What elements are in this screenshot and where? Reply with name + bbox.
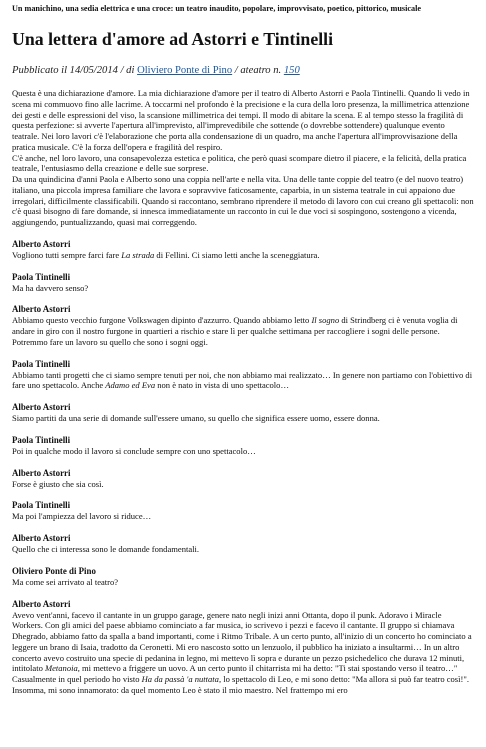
work-title: Il sogno	[311, 315, 340, 326]
speech-text	[12, 511, 474, 522]
issue-prefix: / ateatro n.	[232, 65, 284, 76]
dialogue-entry	[12, 599, 474, 696]
speech-text	[12, 250, 474, 261]
speech-text-part: di Strindberg ci è venuta voglia di andare in giro con il nostro furgone in quartieri a rischio e stare lì per qualche settimana per raccogliere i sogni delle persone. Potremmo fare un lavoro su quello che sono i sogni oggi.	[12, 315, 458, 347]
speech-text	[12, 315, 474, 347]
intro-paragraph: Da una quindicina d'anni Paola e Alberto sono una coppia nell'arte e nella vita. Una delle tante coppie del teatro (e del nuovo teatro) italiano, una piccola impresa familiare che lavora e sopravvive faticosamente, caparbia, in un sistema teatrale in cui appaiono due irregolari, difficilmente classificabili. Quando si raccontano, sembrano riprendere il metodo di lavoro con cui creano gli spettacoli: non c'è quasi bisogno di fare domande, si innesca immediatamente un racconto in cui le due voci si sospingono, sostengono a vicenda, aggiungendo, puntualizzando, quasi mai correggendo.	[12, 174, 474, 227]
speaker-name: Alberto Astorri	[12, 238, 71, 249]
speaker-name: Oliviero Ponte di Pino	[12, 565, 96, 576]
speech-text-part: Forse è giusto che sia così.	[12, 478, 104, 489]
dialogue-entry	[12, 304, 474, 347]
speech-text-part: , mi mettevo a friggere un uovo. A un certo punto il chitarrista mi ha detto: "Ti stai spostando verso il teatro…"	[77, 663, 458, 674]
speech-text	[12, 544, 474, 555]
dialogue-entry	[12, 239, 474, 261]
dialogue-entry	[12, 402, 474, 424]
speech-text-part: Poi in qualche modo il lavoro si conclude sempre con uno spettacolo…	[12, 445, 256, 456]
speech-text-part: Casualmente in quel periodo ho visto	[12, 674, 142, 684]
dialogue-entry	[12, 468, 474, 490]
speaker-name: Alberto Astorri	[12, 304, 71, 315]
speech-text-part: Vogliono tutti sempre farci fare	[12, 249, 122, 260]
work-title: Adamo ed Eva	[105, 380, 156, 391]
interview-dialogue	[12, 239, 474, 696]
work-title: Ha da passà 'a nuttata	[141, 674, 219, 684]
speech-text	[12, 283, 474, 294]
author-link[interactable]: Oliviero Ponte di Pino	[137, 65, 233, 76]
dialogue-entry	[12, 272, 474, 294]
intro-paragraph: Questa è una dichiarazione d'amore. La mia dichiarazione d'amore per il teatro di Alberto Astorri e Paola Tintinelli. Quando li vedo in scena mi commuovo fino alle lacrime. A toccarmi nel profondo è la precisione e la cura della loro presenza, la millimetrica attenzione dei gesti e delle espressioni del viso, la scansione millimetrica dei tempi. Il modo di abitare la scena. E al tempo stesso la fragilità di questa perfezione: si avverte l'apertura all'imprevisto, all'imprevedibile che sottende (o dovrebbe sottendere) qualunque evento teatrale. Nei loro lavori c'è l'elaborazione che porta alla condensazione di un quadro, ma anche l'apertura all'improvvisazione della pratica musicale. C'è la forza dell'opera e fragilità del respiro.	[12, 88, 470, 152]
article-meta	[12, 64, 474, 77]
dialogue-entry	[12, 566, 474, 588]
speaker-name: Alberto Astorri	[12, 467, 71, 478]
speech-text	[12, 610, 474, 696]
speech-text	[12, 370, 474, 392]
work-title: La strada	[121, 249, 155, 260]
speaker-name: Paola Tintinelli	[12, 434, 71, 445]
speech-text-part: Abbiamo questo vecchio furgone Volkswagen dipinto d'azzurro. Quando abbiamo letto	[12, 315, 312, 326]
speech-text	[12, 413, 474, 424]
speech-text-part: Ma ha davvero senso?	[12, 282, 89, 293]
speaker-name: Paola Tintinelli	[12, 271, 71, 282]
speech-text-part: Ma poi l'ampiezza del lavoro si riduce…	[12, 511, 152, 522]
speech-text	[12, 479, 474, 490]
speech-text-part: di Fellini. Ci siamo letti anche la sceneggiatura.	[154, 249, 320, 260]
speech-text-part: Avevo vent'anni, facevo il cantante in un gruppo garage, genere nato negli inizi anni Ottanta, dopo il punk. Adoravo i Miracle Workers. Con gli amici del paese abbiamo cominciato a far musica, io scrivevo i pezzi e facevo il cantante. Il gruppo si chiamava Dhegrado, abbiamo fatto da spalla a band importanti, come i Ritmo Tribale. A un certo punto, all'inizio di un concerto ho cominciato a leggere un brano di Isaia, tradotto da Ceronetti. Mi ero nascosto sotto un lenzuolo, il pubblico ha iniziato a insultarmi… In un altro concerto avevo costruito una specie di pedanina in legno, mi mettevo lì sopra e durante un pezzo psichedelico che durava 12 minuti, intitolato	[12, 609, 472, 674]
dialogue-entry	[12, 500, 474, 522]
article-title: Una lettera d'amore ad Astorri e Tintinelli	[12, 29, 334, 49]
intro-paragraph: C'è anche, nel loro lavoro, una consapevolezza estetica e politica, che però quasi scompare dietro il piacere, e la felicità, della pratica teatrale, l'entusiasmo della creazione e delle sue sorprese.	[12, 152, 467, 174]
speaker-name: Alberto Astorri	[12, 402, 71, 412]
speaker-name: Paola Tintinelli	[12, 500, 71, 511]
dialogue-entry	[12, 435, 474, 457]
issue-link[interactable]: 150	[283, 65, 300, 76]
dialogue-entry	[12, 359, 474, 392]
work-title: Metanoia	[45, 663, 78, 674]
article-kicker: Un manichino, una sedia elettrica e una croce: un teatro inaudito, popolare, improvvisato, poetico, pittorico, musicale	[12, 4, 421, 13]
speech-text-part: Ma come sei arrivato al teatro?	[12, 576, 119, 587]
speech-text-part: Siamo partiti da una serie di domande sull'essere umano, su quello che significa essere uomo, essere donna.	[12, 413, 380, 423]
speech-text-part: , lo spettacolo di Leo, e mi sono detto: "Ma allora si può far teatro così!". Insomma, mi sono innamorato: da quel momento Leo è stato il mio maestro. Nel frattempo mi ero	[12, 674, 469, 695]
article-intro	[12, 88, 474, 228]
speaker-name: Paola Tintinelli	[12, 358, 71, 369]
speaker-name: Alberto Astorri	[12, 533, 71, 543]
speech-text-part: Quello che ci interessa sono le domande fondamentali.	[12, 544, 200, 554]
dialogue-entry	[12, 533, 474, 555]
speech-text	[12, 446, 474, 457]
speech-text	[12, 577, 474, 588]
speech-text-part: non è nato in vista di uno spettacolo…	[155, 380, 290, 391]
speaker-name: Alberto Astorri	[12, 598, 71, 609]
publish-date: Pubblicato il 14/05/2014	[12, 65, 118, 76]
meta-separator: / di	[117, 65, 138, 76]
speech-text-part: Abbiamo tanti progetti che ci siamo sempre tenuti per noi, che non abbiamo mai realizzato… In genere non partiamo con l'obiettivo di fare uno spettacolo. Anche	[12, 369, 473, 391]
